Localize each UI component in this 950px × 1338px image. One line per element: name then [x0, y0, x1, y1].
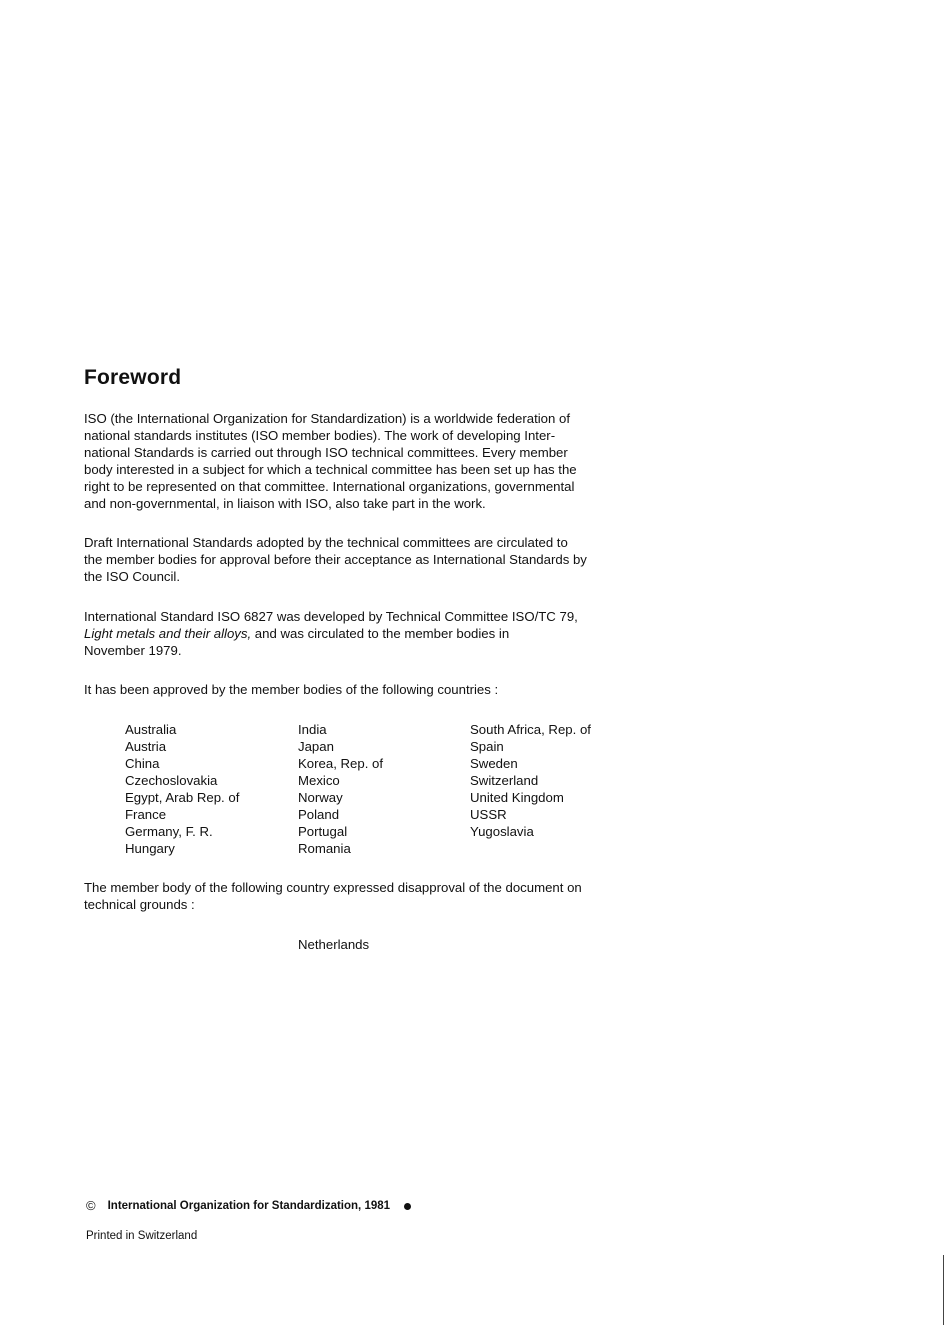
- country-list-column-3: [470, 721, 591, 840]
- country-item: United Kingdom: [470, 790, 564, 805]
- country-item: India: [298, 722, 327, 737]
- country-item: Austria: [125, 739, 167, 754]
- text-line: national standards institutes (ISO member bodies). The work of developing Inter-: [84, 428, 556, 443]
- paragraph-disapproval: [84, 879, 611, 913]
- copyright-text: International Organization for Standardization, 1981: [107, 1200, 391, 1212]
- country-list-column-1: [125, 721, 239, 857]
- country-item: USSR: [470, 807, 507, 822]
- country-item: Switzerland: [470, 773, 539, 788]
- country-item: France: [125, 807, 167, 822]
- text-line: November 1979.: [84, 643, 182, 658]
- country-item: Japan: [298, 739, 334, 754]
- disapproving-country: Netherlands: [298, 937, 370, 952]
- paragraph-approval: [84, 681, 611, 698]
- country-item: Norway: [298, 790, 343, 805]
- country-item: Romania: [298, 841, 351, 856]
- text-line: the ISO Council.: [84, 569, 181, 584]
- text-line: right to be represented on that committee. International organizations, governmental: [84, 479, 575, 494]
- printed-location: Printed in Switzerland: [86, 1230, 198, 1242]
- country-item: Australia: [125, 722, 177, 737]
- country-item: Mexico: [298, 773, 340, 788]
- copyright-icon: ©: [86, 1198, 96, 1213]
- country-item: Portugal: [298, 824, 348, 839]
- foreword-heading: Foreword: [84, 366, 182, 389]
- text-line: ISO (the International Organization for Standardization) is a worldwide federation of: [84, 411, 571, 426]
- country-item: Egypt, Arab Rep. of: [125, 790, 240, 805]
- country-item: China: [125, 756, 160, 771]
- text-fragment: and was circulated to the member bodies in: [251, 626, 510, 641]
- text-line: Draft International Standards adopted by the technical committees are circulated to: [84, 535, 568, 550]
- country-item: Yugoslavia: [470, 824, 534, 839]
- text-line: International Standard ISO 6827 was developed by Technical Committee ISO/TC 79,: [84, 609, 578, 624]
- scan-edge-divider: [943, 1255, 944, 1325]
- bullet-icon: [404, 1203, 411, 1210]
- text-line: national Standards is carried out through ISO technical committees. Every member: [84, 445, 568, 460]
- country-item: Czechoslovakia: [125, 773, 218, 788]
- text-line: the member bodies for approval before their acceptance as International Standards by: [84, 552, 587, 567]
- country-item: South Africa, Rep. of: [470, 722, 591, 737]
- paragraph-draft-standards: [84, 534, 611, 585]
- country-item: Korea, Rep. of: [298, 756, 384, 771]
- country-item: Sweden: [470, 756, 518, 771]
- text-line: It has been approved by the member bodies of the following countries :: [84, 682, 499, 697]
- country-item: Hungary: [125, 841, 175, 856]
- country-item: Germany, F. R.: [125, 824, 213, 839]
- country-list-column-2: [298, 721, 383, 857]
- country-item: Spain: [470, 739, 504, 754]
- country-item: Poland: [298, 807, 340, 822]
- paragraph-standard-development: [84, 608, 611, 659]
- copyright-notice: [86, 1198, 411, 1214]
- text-line: [84, 625, 611, 642]
- text-line: and non-governmental, in liaison with ISO, also take part in the work.: [84, 496, 486, 511]
- committee-title: Light metals and their alloys,: [84, 626, 252, 641]
- text-line: technical grounds :: [84, 897, 195, 912]
- text-line: body interested in a subject for which a technical committee has been set up has the: [84, 462, 577, 477]
- paragraph-iso-intro: [84, 410, 611, 512]
- text-line: The member body of the following country expressed disapproval of the document on: [84, 880, 582, 895]
